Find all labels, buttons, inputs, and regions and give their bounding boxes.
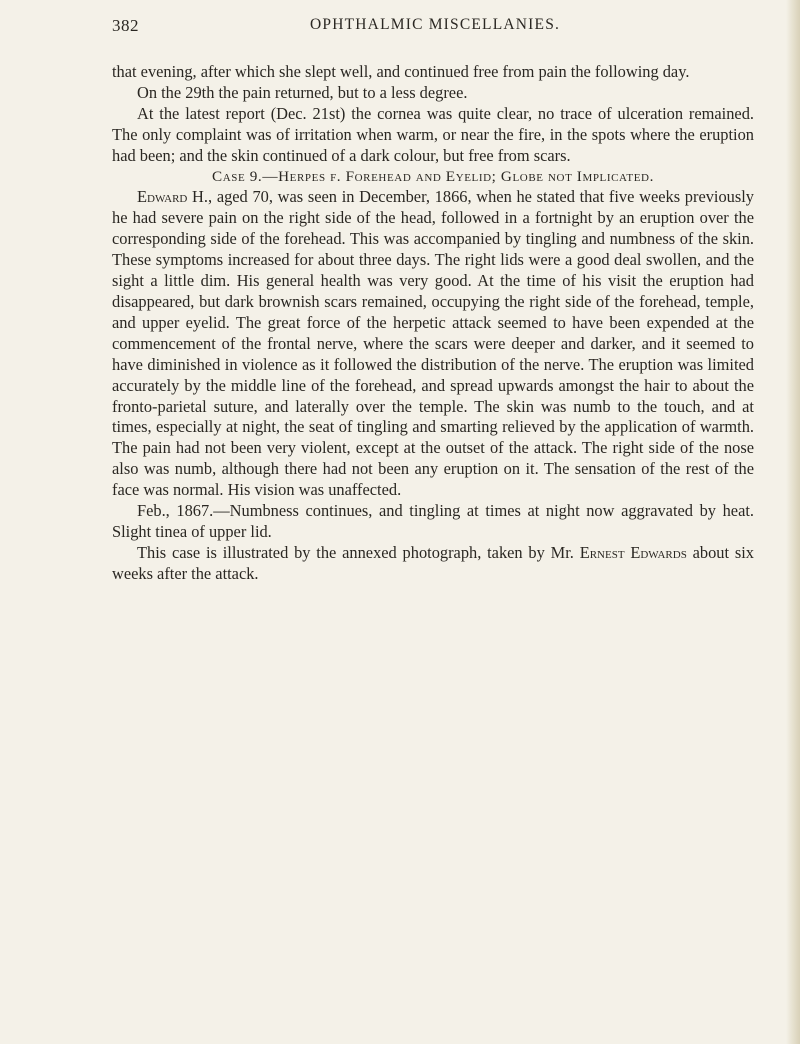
case-body-text: , aged 70, was seen in December, 1866, when he stated that five weeks previously he had severe pain on the right side of the head, followed in a fortnight by an eruption over the corresponding side of the forehead. This was accompanied by tingling and numbness of the skin. These symptoms increased for about three days. The right lids were a good deal swollen, and the sight a little dim. His general health was very good. At the time of his visit the eruption had disappeared, but dark brownish scars remained, occupying the right side of the forehead, temple, and upper eyelid. The great force of the herpetic attack seemed to have been expended at the commencement of the frontal nerve, where the scars were deeper and darker, and it seemed to have diminished in violence as it followed the distribution of the nerve. The eruption was limited accurately by the middle line of the forehead, and spread upwards amongst the hair to about the fronto-parietal suture, and laterally over the temple. The skin was numb to the touch, and at times, especially at night, the seat of tingling and smarting relieved by the application of warmth. The pain had not been very violent, except at the outset of the attack. The right side of the nose also was numb, although there had not been any eruption on it. The sensation of the rest of the face was normal. His vision was unaffected.: [112, 187, 754, 500]
page-header: [112, 16, 752, 42]
paragraph-followup: Feb., 1867.—Numbness continues, and tingling at times at night now aggravated by heat. Slight tinea of upper lid.: [112, 501, 754, 541]
paragraph-continuation: that evening, after which she slept well, and continued free from pain the following day.: [112, 62, 690, 81]
photographer-name: Ernest Edwards: [579, 542, 687, 562]
page-edge-shadow: [786, 0, 800, 1044]
case-heading: Case 9.—Herpes f. Forehead and Eyelid; Globe not Implicated.: [212, 167, 654, 185]
patient-name: Edward H.: [137, 187, 208, 207]
paragraph-29th: On the 29th the pain returned, but to a less degree.: [137, 82, 468, 102]
page-number: 382: [112, 16, 139, 35]
closing-text-after: about six weeks after the attack.: [112, 542, 755, 583]
running-head: OPHTHALMIC MISCELLANIES.: [310, 16, 561, 33]
body-text: [112, 62, 754, 585]
paragraph-closing: [112, 543, 754, 585]
paragraph-case-body: [112, 187, 754, 501]
paragraph-latest-report: At the latest report (Dec. 21st) the cornea was quite clear, no trace of ulceration remained. The only complaint was of irritation when warm, or near the fire, in the spots where the eruption had been; and the skin continued of a dark colour, but free from scars.: [112, 103, 754, 165]
closing-text-before: This case is illustrated by the annexed photograph, taken by Mr.: [137, 542, 580, 562]
